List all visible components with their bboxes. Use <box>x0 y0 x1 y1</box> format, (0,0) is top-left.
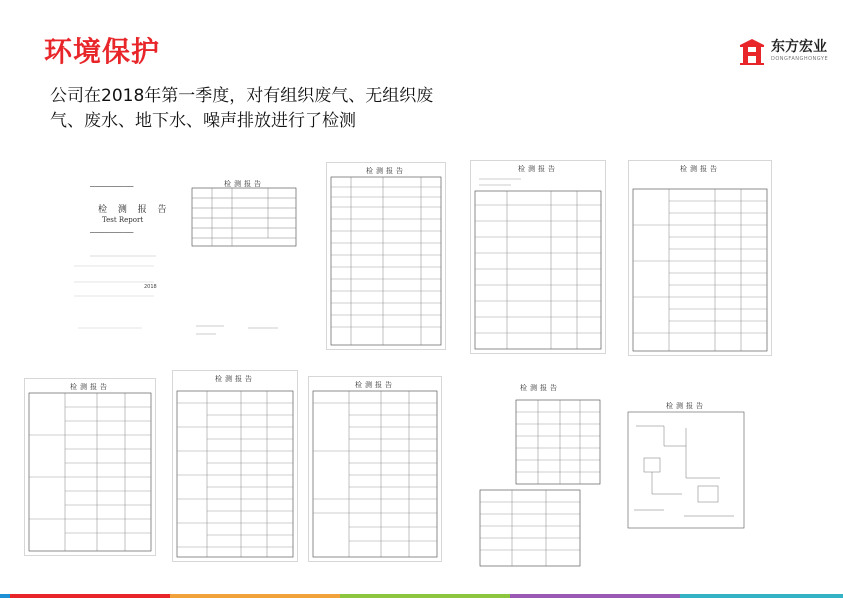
cover-year: 2018 <box>144 284 157 290</box>
table-lines <box>188 176 300 348</box>
document-header: 检测报告 <box>666 402 706 410</box>
cover-line: ━━━━━━━━━━━━━━━━━━ <box>90 184 134 189</box>
intro-text: 公司在2018年第一季度，对有组织废气、无组织废气、废水、地下水、噪声排放进行了检测 <box>50 86 434 131</box>
cover-title: 检 测 报 告 <box>98 205 171 215</box>
document-thumbnail[interactable] <box>628 160 772 356</box>
bottom-color-bar <box>0 590 843 598</box>
table-lines <box>629 161 771 355</box>
table-lines <box>309 377 441 561</box>
bottom-bar-segment <box>0 594 10 598</box>
bottom-bar-segment <box>510 594 680 598</box>
document-header: 检测报告 <box>215 375 255 383</box>
logo-english: DONGFANGHONGYE <box>771 56 829 62</box>
document-thumbnail[interactable] <box>308 376 442 562</box>
document-header: 检测报告 <box>518 165 558 173</box>
table-lines <box>476 380 604 570</box>
building-h-icon <box>738 37 766 65</box>
document-header: 检测报告 <box>366 167 406 175</box>
table-lines <box>471 161 605 353</box>
document-header: 检测报告 <box>355 381 395 389</box>
cover-line: ━━━━━━━━━━━━━━━━━━ <box>90 230 134 235</box>
bottom-bar-segment <box>170 594 340 598</box>
site-diagram <box>624 398 748 532</box>
company-logo <box>738 37 838 67</box>
document-header: 检测报告 <box>520 384 560 392</box>
bottom-bar-segment <box>340 594 510 598</box>
cover-subtitle: Test Report <box>102 216 144 224</box>
table-lines <box>25 379 155 555</box>
document-thumbnail[interactable] <box>476 380 604 570</box>
bottom-bar-segment <box>680 594 843 598</box>
cover-lines <box>64 178 168 346</box>
document-header: 检测报告 <box>224 180 264 188</box>
document-thumbnail[interactable] <box>326 162 446 350</box>
document-thumbnail[interactable] <box>64 178 171 346</box>
document-thumbnail[interactable] <box>470 160 606 354</box>
document-thumbnail[interactable] <box>24 378 156 556</box>
logo-name: 东方宏业 <box>771 39 827 55</box>
document-thumbnail[interactable] <box>624 398 748 532</box>
table-lines <box>173 371 297 561</box>
document-thumbnail[interactable] <box>188 176 300 348</box>
table-lines <box>327 163 445 349</box>
page-title: 环境保护 <box>44 35 161 68</box>
document-header: 检测报告 <box>680 165 720 173</box>
document-header: 检测报告 <box>70 383 110 391</box>
bottom-bar-segment <box>10 594 170 598</box>
document-thumbnail[interactable] <box>172 370 298 562</box>
